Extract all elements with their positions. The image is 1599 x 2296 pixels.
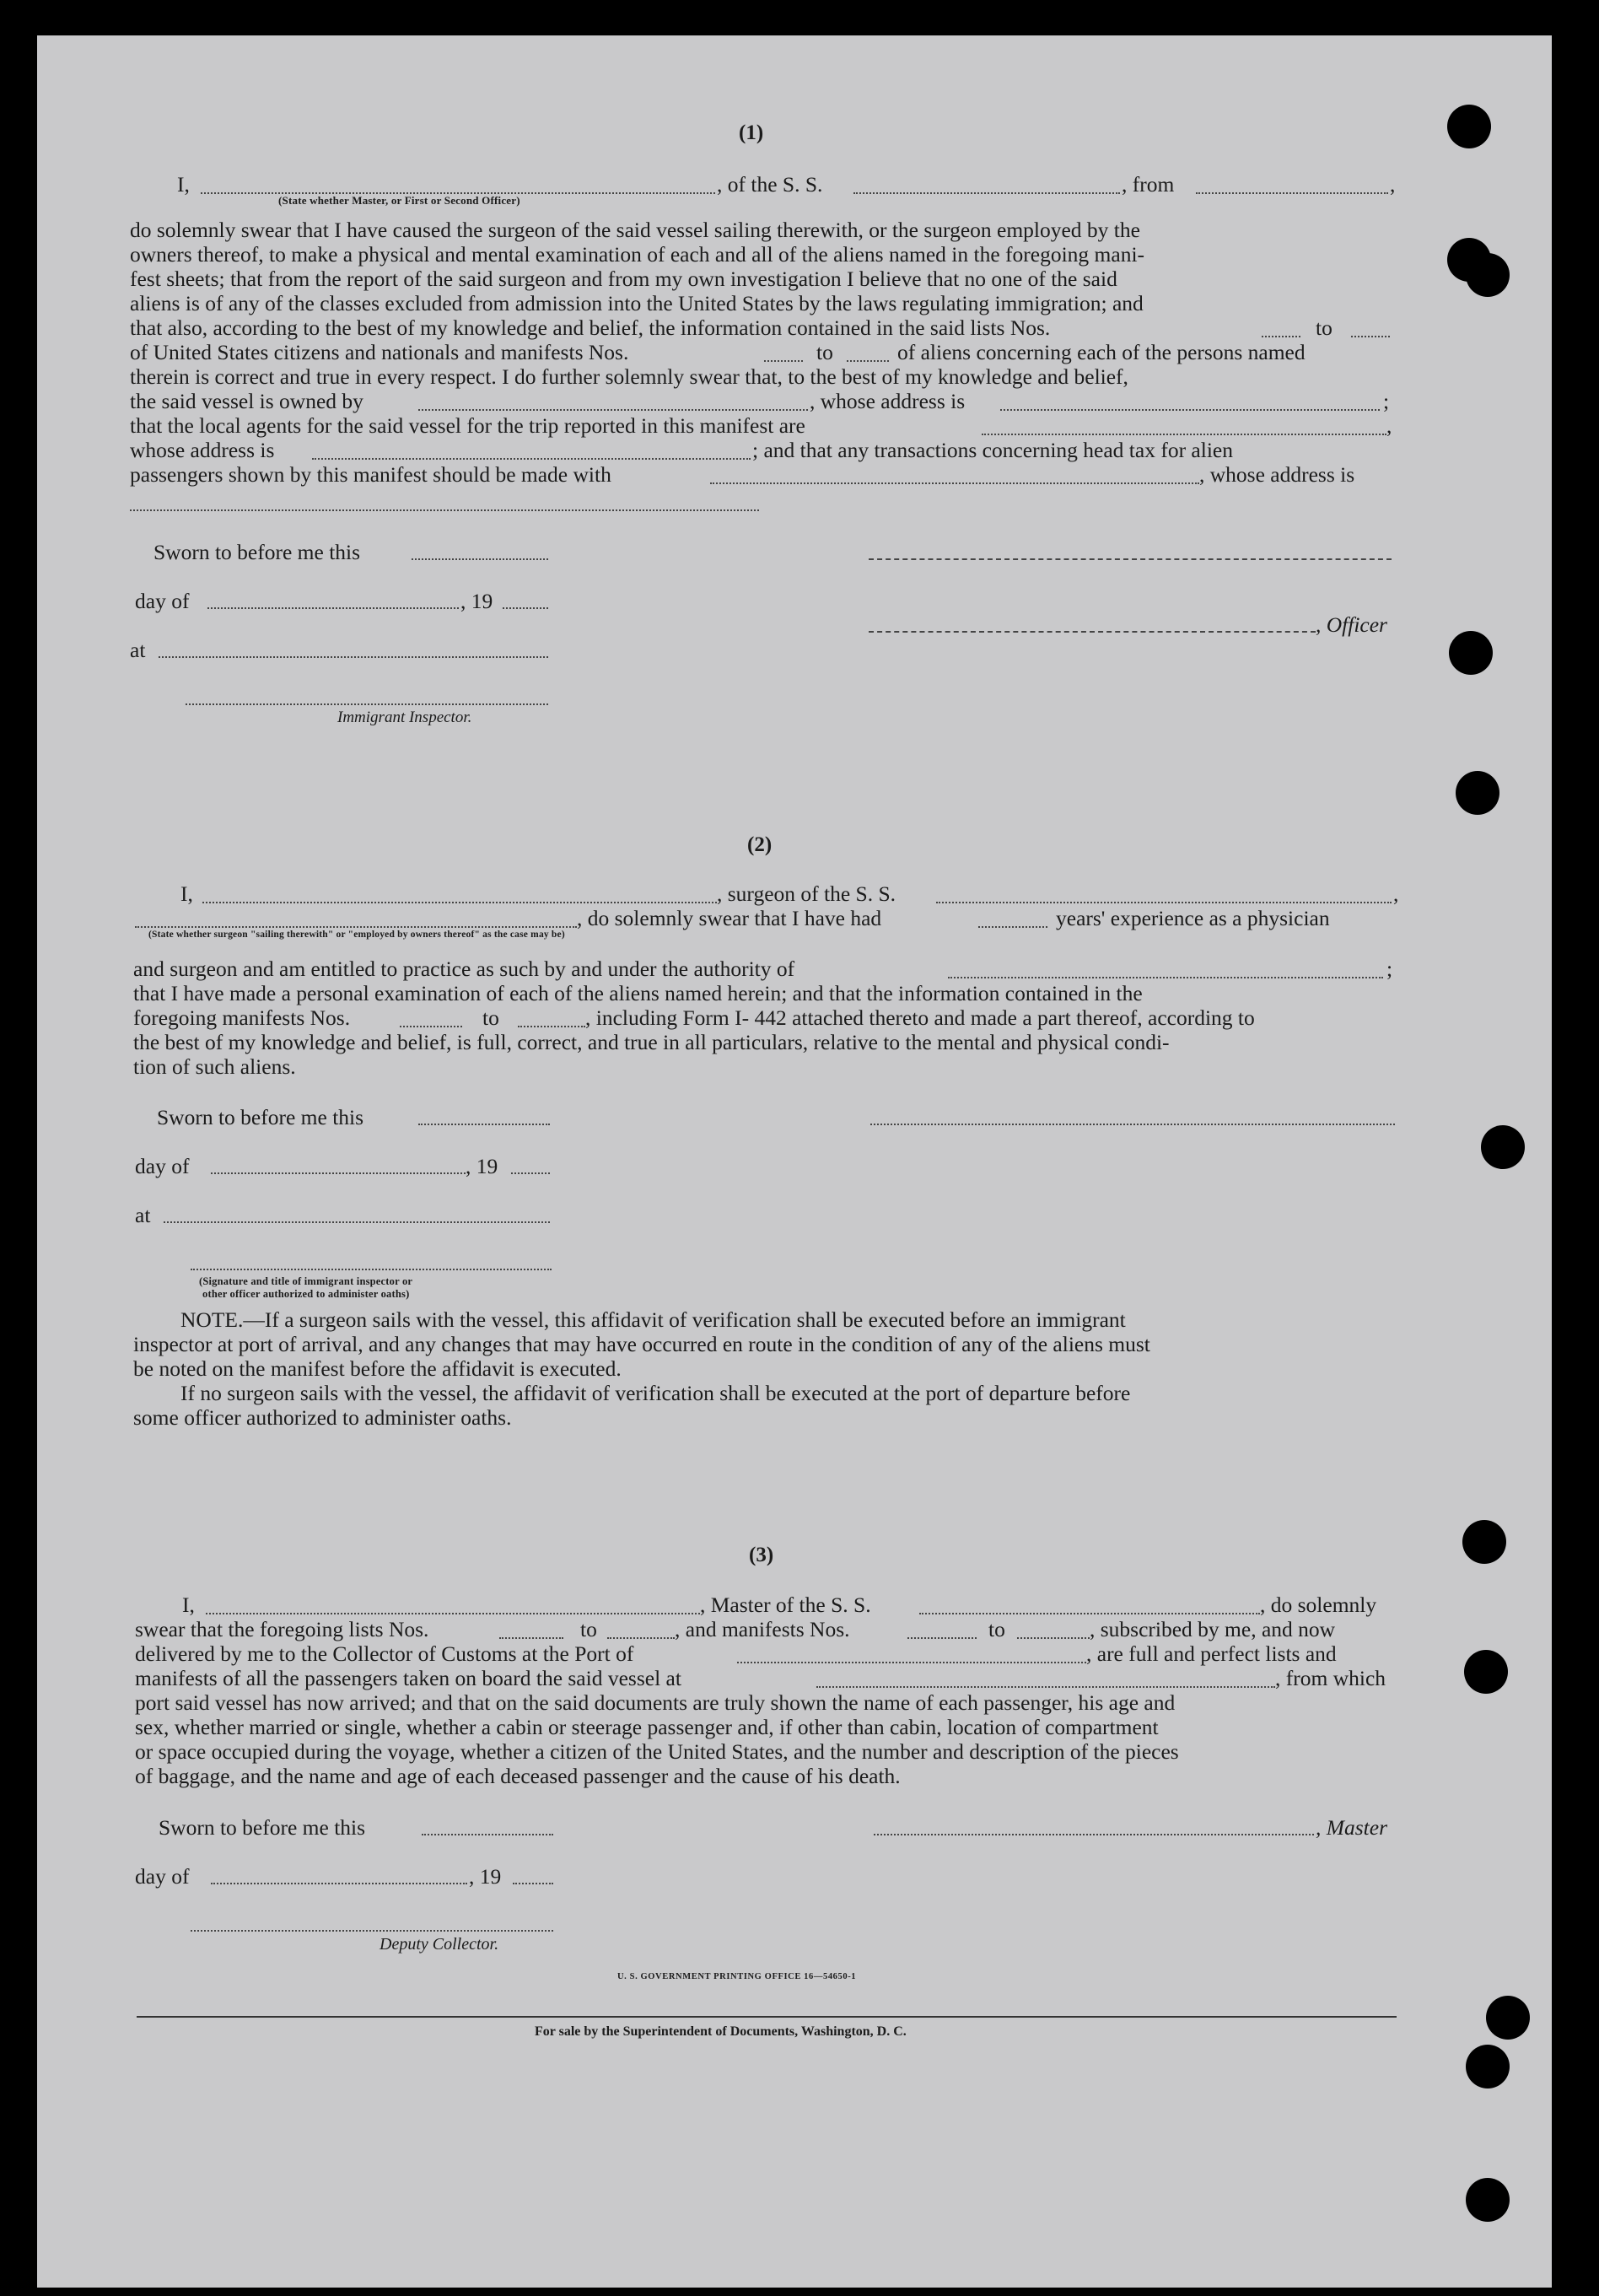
- note-text: If no surgeon sails with the vessel, the affidavit of verification shall be executed at the port of departure before: [180, 1381, 1131, 1405]
- authority-field[interactable]: [948, 977, 1383, 978]
- comma: ,: [1390, 172, 1396, 197]
- s2-sworn-year-field[interactable]: [511, 1172, 550, 1174]
- s2-surgeon-of: , surgeon of the S. S.: [717, 881, 896, 906]
- s2-sworn: Sworn to before me this: [157, 1105, 364, 1129]
- section-1-number: (1): [739, 121, 764, 144]
- officer-title-line[interactable]: [869, 631, 1316, 633]
- port-field[interactable]: [737, 1662, 1086, 1663]
- section-2-number: (2): [747, 833, 773, 856]
- section-3-number: (3): [749, 1544, 774, 1566]
- s2-swear: , do solemnly swear that I have had: [577, 906, 882, 930]
- s1-line: , whose address is: [1199, 462, 1355, 487]
- s1-of-ss: , of the S. S.: [717, 172, 823, 197]
- punch-hole: [1466, 2178, 1510, 2222]
- s3-to: to: [988, 1617, 1005, 1641]
- s1-line: the said vessel is owned by: [130, 389, 363, 413]
- surgeon-status-field[interactable]: [135, 926, 577, 928]
- note-text: inspector at port of arrival, and any changes that may have occurred en route in the condition of any of the aliens must: [133, 1332, 1150, 1356]
- s1-line: of aliens concerning each of the persons named: [897, 340, 1306, 364]
- punch-hole: [1447, 105, 1491, 148]
- s2-manifests-from-field[interactable]: [400, 1026, 462, 1027]
- head-tax-address-field[interactable]: [130, 509, 759, 511]
- punch-hole: [1462, 1520, 1506, 1564]
- s2-inspector-signature-line[interactable]: [191, 1269, 552, 1270]
- deputy-label: Deputy Collector.: [380, 1935, 499, 1954]
- note-text: some officer authorized to administer oaths.: [133, 1405, 512, 1430]
- s3-lists-from-field[interactable]: [499, 1637, 563, 1639]
- s2-sworn-place-field[interactable]: [164, 1221, 550, 1223]
- s3-line: sex, whether married or single, whether a cabin or steerage passenger and, if other than cabin, location of compartment: [135, 1715, 1159, 1739]
- s3-line: , from which: [1275, 1666, 1386, 1690]
- master-name-field[interactable]: [206, 1613, 700, 1614]
- s1-line: ; and that any transactions concerning head tax for alien: [752, 438, 1233, 462]
- comma: ,: [1386, 413, 1392, 438]
- s1-line: whose address is: [130, 438, 275, 462]
- s3-sworn: Sworn to before me this: [159, 1815, 366, 1840]
- sworn-year-field[interactable]: [503, 607, 548, 609]
- s2-manifests-to-field[interactable]: [518, 1026, 585, 1027]
- s1-line: fest sheets; that from the report of the said surgeon and from my own investigation I believe that no one of the said: [130, 267, 1117, 291]
- s1-line: passengers shown by this manifest should be made with: [130, 462, 611, 487]
- s1-i: I,: [177, 172, 190, 197]
- s3-sworn-month-field[interactable]: [211, 1883, 467, 1884]
- sworn-date-field[interactable]: [412, 558, 548, 560]
- s2-at: at: [135, 1203, 151, 1227]
- deputy-signature-line[interactable]: [191, 1930, 553, 1932]
- vessel-name-field[interactable]: [853, 192, 1120, 194]
- inspector-signature-line[interactable]: [186, 703, 548, 705]
- officer-rank-note: (State whether Master, or First or Second Officer): [278, 194, 520, 207]
- s3-line: of baggage, and the name and age of each deceased passenger and the cause of his death.: [135, 1764, 901, 1788]
- s1-line: owners thereof, to make a physical and mental examination of each and all of the aliens named in the foregoing mani-: [130, 242, 1145, 267]
- note-text: be noted on the manifest before the affidavit is executed.: [133, 1356, 622, 1381]
- s3-manifests-from-field[interactable]: [907, 1637, 977, 1639]
- s3-vessel-field[interactable]: [919, 1613, 1260, 1614]
- punch-hole: [1466, 253, 1510, 297]
- s1-from: , from: [1122, 172, 1175, 197]
- punch-hole: [1486, 1996, 1530, 2040]
- s2-to: to: [482, 1005, 499, 1030]
- owner-address-field[interactable]: [1000, 409, 1380, 411]
- s3-line: , subscribed by me, and now: [1090, 1617, 1336, 1641]
- s1-sworn: Sworn to before me this: [153, 540, 361, 564]
- lists-to-field[interactable]: [1351, 336, 1390, 337]
- officer-label: , Officer: [1316, 612, 1387, 637]
- s3-sworn-date-field[interactable]: [422, 1834, 553, 1835]
- s2-line: the best of my knowledge and belief, is full, correct, and true in all particulars, relative to the mental and physical condi-: [133, 1030, 1170, 1054]
- s2-line: that I have made a personal examination of each of the aliens named herein; and that the information contained in the: [133, 981, 1143, 1005]
- s3-line: or space occupied during the voyage, whether a citizen of the United States, and the number and description of the pieces: [135, 1739, 1179, 1764]
- s1-day-of: day of: [135, 589, 190, 613]
- s2-vessel-field[interactable]: [936, 902, 1392, 903]
- manifests-to-field[interactable]: [847, 360, 889, 362]
- surgeon-name-field[interactable]: [202, 902, 717, 903]
- inspector-label: Immigrant Inspector.: [337, 709, 472, 726]
- officer-signature-line[interactable]: [869, 558, 1392, 560]
- footer-rule: [137, 2016, 1397, 2018]
- printing-office-imprint: U. S. GOVERNMENT PRINTING OFFICE 16—54650-1: [617, 1972, 857, 1981]
- master-signature-line[interactable]: [874, 1834, 1314, 1835]
- s3-line: , and manifests Nos.: [675, 1617, 850, 1641]
- s3-manifests-to-field[interactable]: [1017, 1637, 1090, 1639]
- s3-i: I,: [182, 1593, 195, 1617]
- s2-sworn-date-field[interactable]: [418, 1124, 550, 1125]
- sale-notice: For sale by the Superintendent of Documents, Washington, D. C.: [535, 2024, 907, 2039]
- semicolon: ;: [1386, 957, 1393, 981]
- s2-swear: years' experience as a physician: [1056, 906, 1330, 930]
- sworn-place-field[interactable]: [159, 656, 548, 658]
- s1-to: to: [1316, 315, 1332, 340]
- s1-line: of United States citizens and nationals and manifests Nos.: [130, 340, 629, 364]
- s3-sworn-year-field[interactable]: [513, 1883, 553, 1884]
- punch-hole: [1449, 631, 1493, 675]
- s3-nineteen: , 19: [469, 1864, 502, 1889]
- s2-signature-line[interactable]: [870, 1124, 1395, 1125]
- s3-master-of: , Master of the S. S.: [700, 1593, 871, 1617]
- embark-port-field[interactable]: [816, 1686, 1275, 1688]
- punch-hole: [1466, 2045, 1510, 2088]
- s3-solemnly: , do solemnly: [1260, 1593, 1377, 1617]
- lists-from-field[interactable]: [1262, 336, 1300, 337]
- s1-line: therein is correct and true in every respect. I do further solemnly swear that, to the best of my knowledge and belief,: [130, 364, 1128, 389]
- s1-to: to: [816, 340, 833, 364]
- years-experience-field[interactable]: [978, 926, 1047, 928]
- s2-sworn-month-field[interactable]: [211, 1172, 466, 1174]
- punch-hole: [1456, 771, 1499, 815]
- owner-field[interactable]: [418, 409, 808, 411]
- s1-nineteen: , 19: [460, 589, 493, 613]
- punch-hole: [1464, 1650, 1508, 1694]
- s3-lists-to-field[interactable]: [607, 1637, 675, 1639]
- comma: ,: [1393, 881, 1399, 906]
- local-agents-field[interactable]: [982, 434, 1386, 435]
- head-tax-party-field[interactable]: [710, 482, 1199, 484]
- s1-line: aliens is of any of the classes excluded from admission into the United States by the laws regulating immigration; and: [130, 291, 1144, 315]
- s1-line: that also, according to the best of my knowledge and belief, the information contained in the said lists Nos.: [130, 315, 1051, 340]
- semicolon: ;: [1383, 389, 1390, 413]
- s3-line: , are full and perfect lists and: [1086, 1641, 1337, 1666]
- s3-line: delivered by me to the Collector of Customs at the Port of: [135, 1641, 634, 1666]
- s3-line: swear that the foregoing lists Nos.: [135, 1617, 429, 1641]
- s2-sig-note: other officer authorized to administer oaths): [202, 1288, 410, 1300]
- surgeon-status-note: (State whether surgeon "sailing therewith" or "employed by owners thereof" as the case may be): [148, 930, 565, 940]
- s2-line: tion of such aliens.: [133, 1054, 296, 1079]
- agents-address-field[interactable]: [312, 458, 751, 460]
- s1-line: do solemnly swear that I have caused the surgeon of the said vessel sailing therewith, or the surgeon employed by the: [130, 218, 1140, 242]
- punch-hole: [1481, 1125, 1525, 1169]
- s1-at: at: [130, 638, 146, 662]
- s2-line: , including Form I- 442 attached thereto and made a part thereof, according to: [585, 1005, 1255, 1030]
- note-text: NOTE.—If a surgeon sails with the vessel, this affidavit of verification shall be executed before an immigrant: [180, 1307, 1126, 1332]
- from-port-field[interactable]: [1196, 192, 1388, 194]
- manifests-from-field[interactable]: [764, 360, 803, 362]
- s2-day-of: day of: [135, 1154, 190, 1178]
- s2-line: and surgeon and am entitled to practice as such by and under the authority of: [133, 957, 795, 981]
- s2-i: I,: [180, 881, 193, 906]
- s3-line: manifests of all the passengers taken on board the said vessel at: [135, 1666, 681, 1690]
- s2-line: foregoing manifests Nos.: [133, 1005, 351, 1030]
- s3-day-of: day of: [135, 1864, 190, 1889]
- master-label: , Master: [1316, 1815, 1387, 1840]
- s1-line: , whose address is: [810, 389, 966, 413]
- s2-sig-note: (Signature and title of immigrant inspector or: [199, 1275, 413, 1287]
- s2-nineteen: , 19: [466, 1154, 498, 1178]
- s3-line: port said vessel has now arrived; and that on the said documents are truly shown the name of each passenger, his age and: [135, 1690, 1176, 1715]
- s3-to: to: [580, 1617, 597, 1641]
- sworn-month-field[interactable]: [207, 607, 459, 609]
- s1-line: that the local agents for the said vessel for the trip reported in this manifest are: [130, 413, 805, 438]
